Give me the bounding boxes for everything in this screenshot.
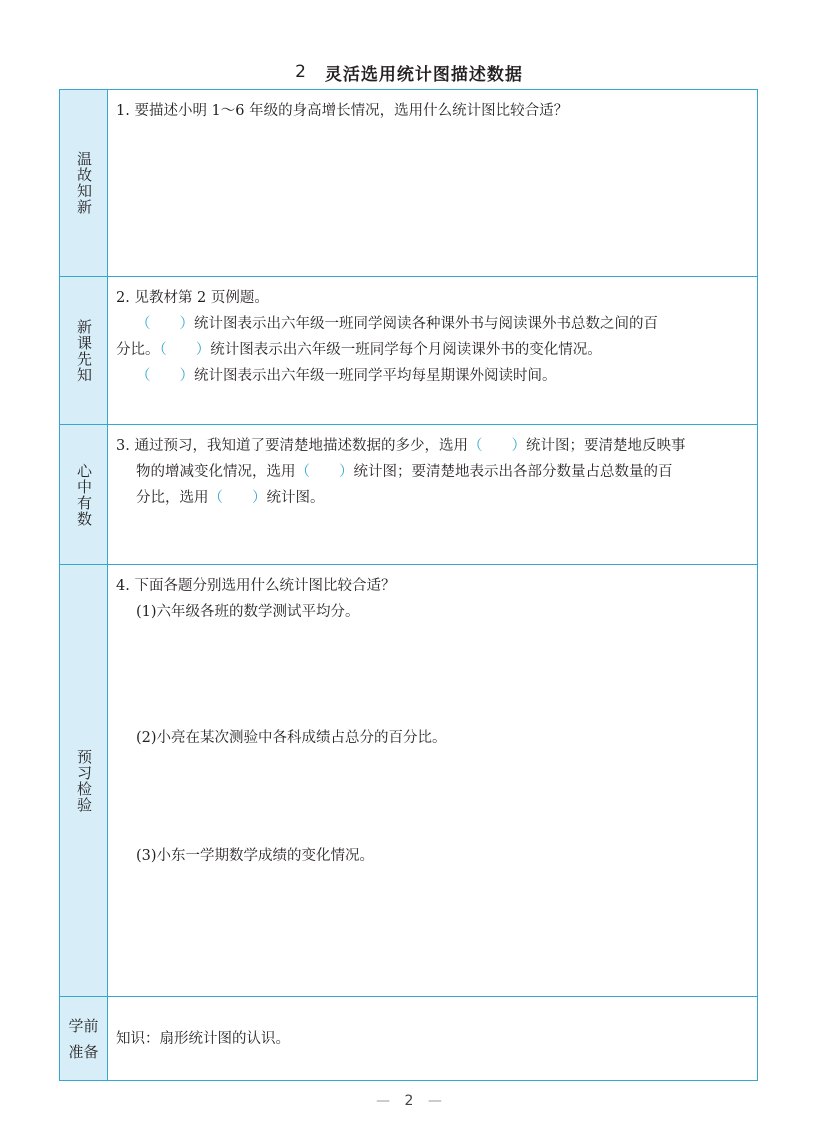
row-review (60, 90, 757, 277)
row-label-preview (60, 277, 108, 424)
text-segment: 统计图表示出六年级一班同学每个月阅读课外书的变化情况。 (210, 342, 602, 358)
text-segment: 统计图；要清楚地反映事 (525, 438, 686, 454)
row-prep (60, 997, 757, 1080)
row-content-review (116, 98, 749, 276)
row-content-prep (116, 997, 749, 1080)
row-label-text: 新课先知 (75, 318, 93, 383)
footer-dash: — (376, 1093, 391, 1109)
question-4-item-3: (3)小东一学期数学成绩的变化情况。 (136, 848, 375, 864)
row-label-text (68, 1013, 98, 1065)
section-number: 2 (295, 62, 307, 82)
row-summary (60, 425, 757, 565)
answer-blank[interactable]: （ ） (295, 464, 354, 480)
answer-blank[interactable]: （ ） (136, 316, 194, 332)
answer-blank[interactable]: （ ） (136, 368, 194, 384)
text-segment: 物的增减变化情况，选用 (136, 464, 296, 480)
page-number: 2 (404, 1093, 414, 1109)
row-content-summary (116, 433, 749, 564)
question-3-line-1 (116, 433, 749, 459)
text-segment: 统计图。 (266, 490, 325, 506)
row-label-text: 心中有数 (75, 462, 93, 527)
row-preview (60, 277, 757, 425)
row-label-text: 预习检验 (75, 748, 93, 813)
question-4-item-2: (2)小亮在某次测验中各科成绩占总分的百分比。 (136, 730, 447, 746)
label-line: 学前 (68, 1016, 99, 1035)
question-4-item-1: (1)六年级各班的数学测试平均分。 (136, 604, 360, 620)
text-segment: 3. 通过预习，我知道了要清楚地描述数据的多少，选用 (116, 438, 468, 454)
question-4: 4. 下面各题分别选用什么统计图比较合适？ (116, 578, 396, 594)
page-title (0, 56, 818, 88)
row-label-summary (60, 425, 108, 564)
row-label-review (60, 90, 108, 276)
answer-blank[interactable]: （ ） (467, 438, 526, 454)
question-1: 1. 要描述小明 1～6 年级的身高增长情况，选用什么统计图比较合适？ (116, 103, 569, 119)
section-title: 灵活选用统计图描述数据 (324, 64, 523, 85)
row-content-check (116, 573, 749, 996)
label-line: 准备 (68, 1042, 99, 1061)
question-2: 2. 见教材第 2 页例题。 (116, 290, 269, 306)
row-label-check (60, 565, 108, 996)
question-2-line-1 (116, 311, 749, 337)
question-2-line-2 (116, 337, 749, 363)
row-content-preview (116, 285, 749, 424)
row-label-text: 温故知新 (75, 151, 93, 215)
row-check (60, 565, 757, 997)
text-segment: 分比，选用 (136, 490, 209, 506)
question-2-line-3 (116, 363, 749, 389)
text-segment: 统计图；要清楚地表示出各部分数量占总数量的百 (353, 464, 673, 480)
page-footer (0, 1093, 818, 1109)
question-3-line-2 (116, 459, 749, 485)
row-label-prep (60, 997, 108, 1080)
footer-dash: — (427, 1093, 442, 1109)
answer-blank[interactable]: （ ） (208, 490, 267, 506)
worksheet-table (59, 89, 758, 1081)
text-segment: 分比。 (116, 342, 160, 358)
question-3-line-3 (116, 485, 749, 511)
answer-blank[interactable]: （ ） (159, 342, 211, 358)
text-segment: 统计图表示出六年级一班同学阅读各种课外书与阅读课外书总数之间的百 (194, 316, 658, 332)
text-segment: 统计图表示出六年级一班同学平均每星期课外阅读时间。 (194, 368, 557, 384)
prep-text: 知识：扇形统计图的认识。 (116, 1030, 290, 1047)
